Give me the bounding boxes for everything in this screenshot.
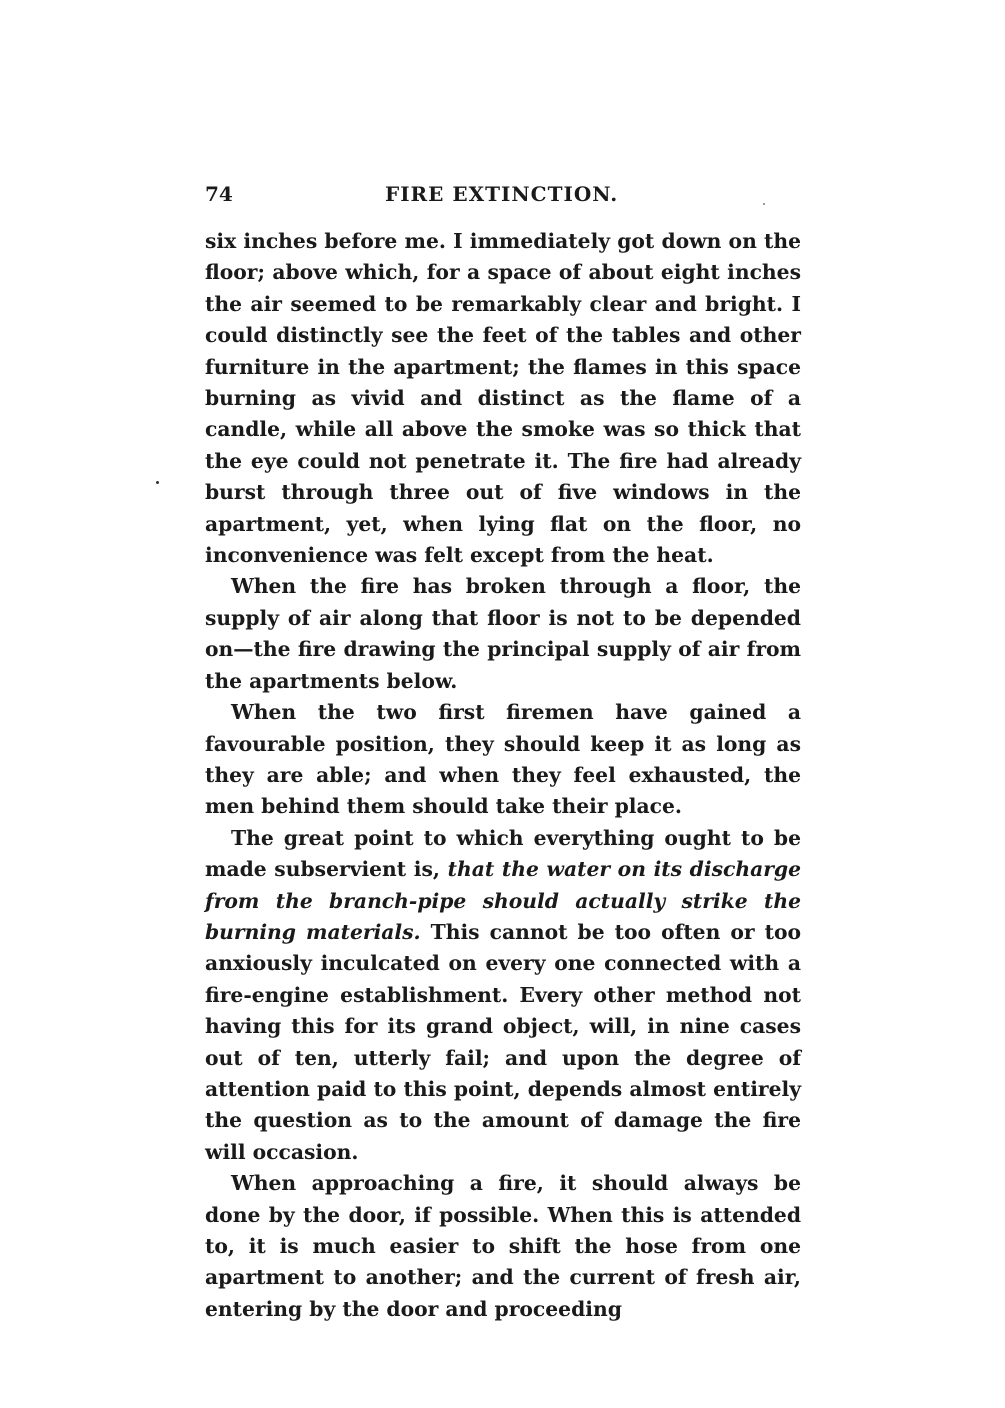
margin-dot [156,481,159,484]
paragraph-4-start: The great point to which everything ought to be made subservient is, [205,825,801,882]
page-number: 74 [205,182,233,206]
running-title: FIRE EXTINCTION. [385,182,619,206]
paragraph-4-end: This cannot be too often or too anxiously inculcated on every one connected with a fire-engine establishment. Every other method not having this for its grand object, will, in nine cases out of ten, utterly fail; and upon the degree of attention paid to this point, depends almost entirely the question as to the amount of damage the fire will occasion. [205,919,802,1164]
body-text [205,226,801,1325]
paragraph-3: When the two first firemen have gained a favourable position, they should keep it as long as they are able; and when they feel exhausted, the men behind them should take their place. [205,700,801,819]
speck-mark [763,203,765,205]
paragraph-1: six inches before me. I immediately got down on the floor; above which, for a space of about eight inches the air seemed to be remarkably clear and bright. I could distinctly see the feet of the tables and other furniture in the apartment; the flames in this space burning as vivid and distinct as the flame of a candle, while all above the smoke was so thick that the eye could not penetrate it. The fire had already burst through three out of five windows in the apartment, yet, when lying flat on the floor, no inconvenience was felt except from the heat. [205,229,801,568]
paragraph-5: When approaching a fire, it should always be done by the door, if possible. When this is attended to, it is much easier to shift the hose from one apartment to another; and the current of fresh air, entering by the door and proceeding [205,1171,801,1321]
paragraph-4-italic: that the water on its discharge from the branch-pipe should actually strike the burning materials. [205,857,801,944]
paragraph-4 [205,823,801,1168]
page-header [205,182,805,212]
paragraph-2: When the fire has broken through a floor, the supply of air along that floor is not to be depended on—the fire drawing the principal supply of air from the apartments below. [205,574,801,693]
